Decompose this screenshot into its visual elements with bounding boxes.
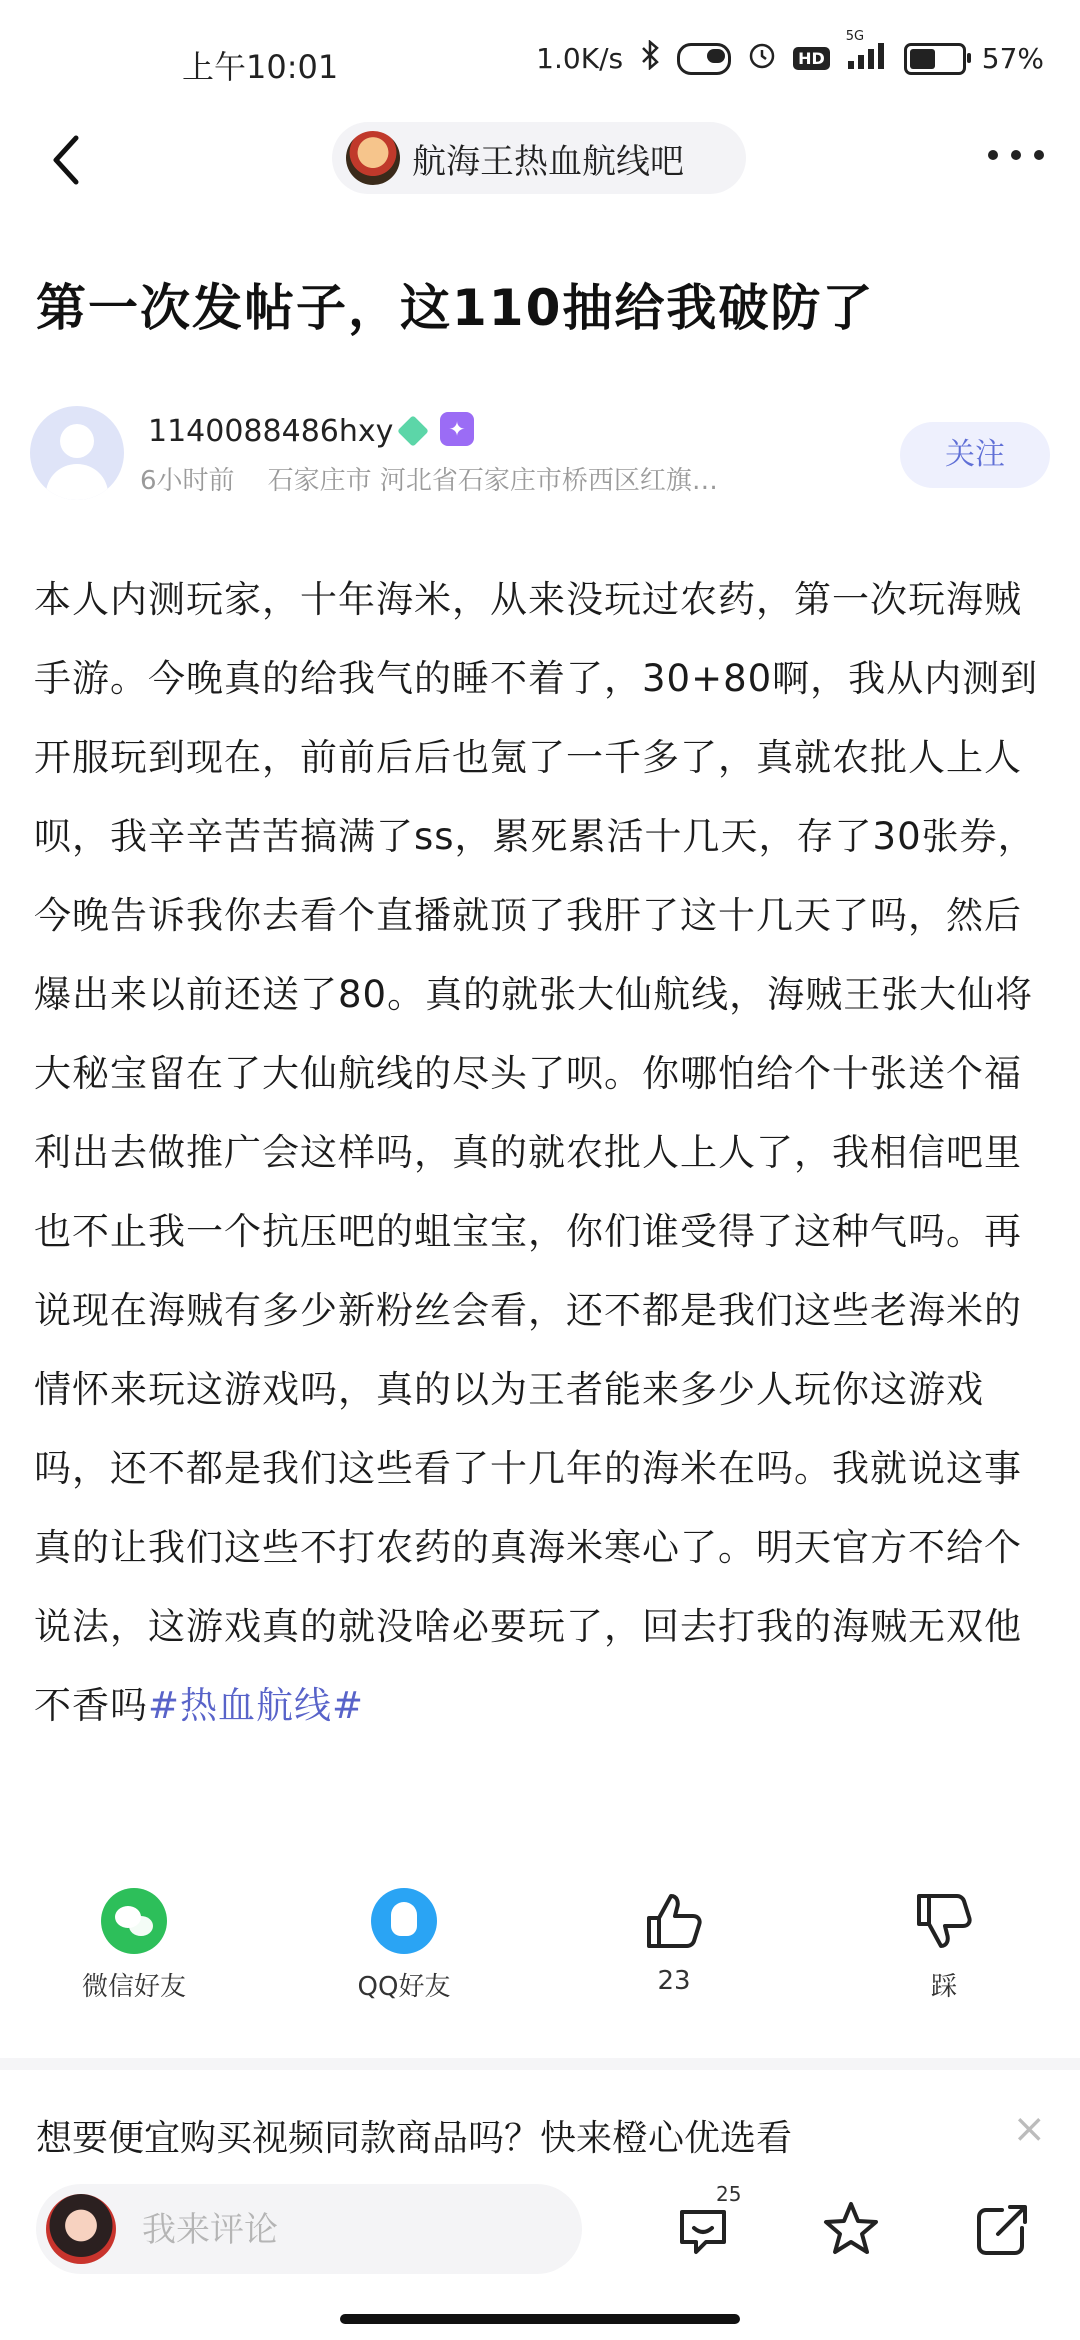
toggle-icon — [677, 43, 731, 75]
home-indicator[interactable] — [340, 2314, 740, 2324]
battery-fill — [910, 49, 935, 69]
author-row — [30, 400, 1050, 510]
more-options-button[interactable] — [988, 150, 1044, 160]
follow-button[interactable]: 关注 — [900, 422, 1050, 488]
battery-icon — [904, 43, 966, 75]
post-time: 6小时前 — [140, 466, 235, 496]
status-icons — [536, 29, 1044, 77]
hd-badge: HD — [793, 47, 830, 70]
share-icon — [972, 2198, 1034, 2260]
author-avatar[interactable] — [30, 406, 124, 500]
signal-icon — [845, 29, 888, 76]
post-location: 石家庄市 河北省石家庄市桥西区红旗… — [267, 466, 718, 496]
share-button[interactable] — [972, 2198, 1034, 2264]
post-body-text: 本人内测玩家，十年海米，从来没玩过农药，第一次玩海贼手游。今晚真的给我气的睡不着了，30+80啊，我从内测到开服玩到现在，前前后后也氪了一千多了，真就农批人上人呗，我辛辛苦苦搞满了ss，累死累活十几天，存了30张券，今晚告诉我你去看个直播就顶了我肝了这十几天了吗，然后爆出来以前还送了80。真的就张大仙航线，海贼王张大仙将大秘宝留在了大仙航线的尽头了呗。你哪怕给个十张送个福利出去做推广会这样吗，真的就农批人上人了，我相信吧里也不止我一个抗压吧的蛆宝宝，你们谁受得了这种气吗。再说现在海贼有多少新粉丝会看，还不都是我们这些老海米的情怀来玩这游戏吗，真的以为王者能来多少人玩你这游戏吗，还不都是我们这些看了十几年的海米在吗。我就说这事真的让我们这些不打农药的真海米寒心了。明天官方不给个说法，这游戏真的就没啥必要玩了，回去打我的海贼无双他不香吗 — [34, 578, 1039, 1727]
top-bar — [0, 110, 1080, 210]
user-avatar — [46, 2194, 116, 2264]
comment-box[interactable] — [36, 2184, 582, 2274]
forum-avatar — [346, 131, 400, 185]
comment-bubble-icon — [672, 2198, 734, 2260]
network-speed: 1.0K/s — [536, 42, 624, 75]
alarm-icon — [747, 40, 777, 77]
comment-input[interactable] — [140, 2184, 564, 2276]
hashtag-link[interactable]: #热血航线# — [148, 1684, 365, 1727]
wechat-label: 微信好友 — [81, 1972, 186, 2002]
qq-label: QQ好友 — [357, 1972, 451, 2002]
author-name[interactable]: 1140088486hxy — [148, 414, 394, 449]
back-button[interactable] — [40, 128, 100, 192]
dislike-label: 踩 — [930, 1972, 957, 2002]
author-meta — [140, 460, 718, 497]
comment-count: 25 — [716, 2182, 742, 2206]
network-type: 5G — [845, 29, 865, 44]
promo-text[interactable]: 想要便宜购买视频同款商品吗？快来橙心优选看 — [36, 2118, 793, 2159]
share-qq-button[interactable] — [304, 1888, 504, 2003]
post-title: 第一次发帖子，这110抽给我破防了 — [36, 279, 875, 337]
thumbs-down-icon — [911, 1888, 977, 1954]
action-row — [0, 1888, 1080, 2018]
dislike-button[interactable] — [844, 1888, 1044, 2003]
gem-badge-icon — [397, 415, 429, 447]
forum-name: 航海王热血航线吧 — [412, 141, 684, 182]
status-bar — [0, 0, 1080, 110]
comments-button[interactable] — [672, 2182, 742, 2264]
status-time: 上午10:01 — [182, 48, 339, 86]
thumbs-up-icon — [641, 1888, 707, 1954]
section-divider — [0, 2058, 1080, 2070]
back-arrow-icon — [40, 128, 100, 192]
favorite-button[interactable] — [820, 2198, 882, 2264]
promo-close-icon[interactable]: × — [1012, 2106, 1046, 2152]
star-icon — [820, 2198, 882, 2260]
level-badge-icon: ✦ — [440, 412, 474, 446]
qq-icon — [371, 1888, 437, 1954]
like-count: 23 — [657, 1966, 691, 1996]
share-wechat-button[interactable] — [34, 1888, 234, 2003]
bluetooth-icon — [639, 40, 661, 77]
like-button[interactable] — [574, 1888, 774, 1996]
battery-percent: 57% — [981, 42, 1044, 75]
forum-link[interactable] — [332, 122, 746, 194]
post-body — [34, 560, 1050, 1745]
more-dots-icon — [988, 150, 998, 160]
bottom-bar — [0, 2172, 1080, 2302]
wechat-icon — [101, 1888, 167, 1954]
